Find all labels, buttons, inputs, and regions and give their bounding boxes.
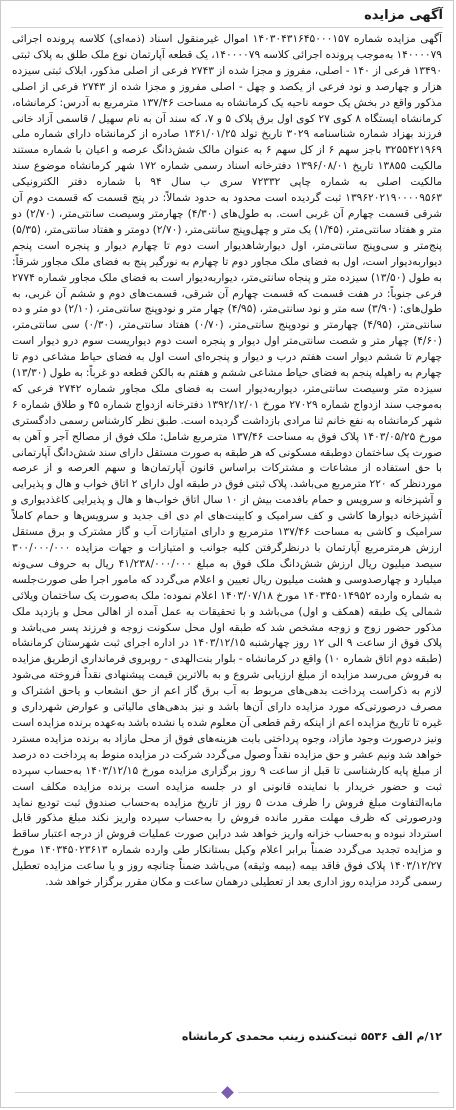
footer-rule-left — [15, 1092, 217, 1093]
notice-footer — [1, 1088, 453, 1097]
notice-signature: ۱۲/م الف ۵۵۳۶ ثبت‌کننده زینب محمدی کرمانشاه — [181, 1030, 442, 1043]
notice-body: آگهی مزایده شماره ۱۴۰۳۰۴۳۱۶۴۵۰۰۰۱۵۷ اموال غیرمنقول اسناد (ذمه‌ای) کلاسه پرونده اجرائی ۱۴۰۰۰۰۷۹ به‌موجب پرونده اجرائی کلاسه ۱۴۰۰۰۰۷۹، یک قطعه آپارتمان نوع ملک طلق به پلاک ثبتی ۱۳۴۹۰ فرعی از ۱۴۰ - اصلی، مفروز و مجزا شده از ۲۷۴۳ فرعی از اصلی مذکور، ابلاک ثبتی سیزده هزار و چهارصد و نود فرعی از یکصد و چهل - اصلی مفروز و مجزا شده از ۲۷۴۳ فرعی از اصلی مذکور واقع در بخش یک حومه ناحیه یک کرمانشاه به مساحت ۱۳۷/۴۶ مترمربع به آدرس: کرمانشاه، کرمانشاه ایستگاه ۸ کوی ۲۷ کوی اول برق پلاک ۵ و ۷، که سند آن به نام سهیل / قاسمی آزاد خانی فرزند بهزاد شماره شناسنامه ۳۰۲۹ تاریخ تولد ۱۳۶۱/۰۱/۲۵ صادره از کرمانشاه دارای شماره ملی ۳۲۵۵۴۲۱۹۶۹ باجز سهم ۶ از کل سهم ۶ به عنوان مالک شش‌دانگ عرصه و اعیان با شماره مستند مالکیت ۱۳۸۵۵ تاریخ ۱۳۹۶/۰۸/۰۱ دفترخانه اسناد رسمی شماره ۱۷۲ شهر کرمانشاه موضوع سند مالکیت اصلی به شماره چاپی ۷۲۳۳۲ سری ب سال ۹۴ با شماره دفتر الکترونیکی ۱۳۹۶۲۰۲۱۹۰۰۰۰۹۵۶۳ ثبت گردیده است محدود به حدود شمالاً: در پنج قسمت که قسمت دوم آن شرقی قسمت چهارم آن غربی است. به طول‌های (۴/۳۰) چهارمتر وسیصت سانتی‌متر، (۲/۷۰) دو متر و هفتاد سانتی‌متر، (۱/۴۵) یک متر و چهل‌وپنج سانتی‌متر، (۲/۷۰) دومتر و هفتاد سانتی‌متر، (۵/۳۵) پنج‌متر و سی‌وپنج سانتی‌متر، اول دیوارشاهدیوار است دوم تا چهارم دیوار و پنجره است پنجم دیواربه‌دیوار است، اول به فضای ملک مجاور دوم تا چهارم به نورگیر پنج به فضای ملک مجاور شرقاً: به طول (۱۳/۵۰) سیزده متر و پنجاه سانتی‌متر، دیواربه‌دیوار است به فضای ملک مجاور شماره ۲۷۷۴ فرعی جنوباً: در هفت قسمت که قسمت چهارم آن شرقی، قسمت‌های دوم و ششم آن غربی، به طول‌های: (۳/۹۰) سه متر و نود سانتی‌متر، (۴/۹۵) چهار متر و نودوپنج سانتی‌متر، (۲/۱۰) دو متر و ده سانتی‌متر، (۴/۹۵) چهارمتر و نودوپنج سانتی‌متر، (۰/۷۰) هفتاد سانتی‌متر، (۰/۳۰) سی سانتی‌متر، (۴/۶۰) چهار متر و شصت سانتی‌متر اول دیوار و پنجره است دوم دیواریست سوم درو دیوار است چهارم تا ششم دیوار است هفتم درب و دیوار و پنجره‌ای است اول به فضای حیاط مشاعی دوم تا چهارم به راهپله پنجم به فضای حیاط مشاعی ششم و هفتم به بالکن قطعه دو غرباً: به طول (۱۳/۳۰) سیزده متر وسیصت سانتی‌متر، دیواربه‌دیوار است به فضای ملک مجاور شماره ۲۷۴۲ فرعی که به‌موجب سند ازدواج شماره ۲۷۰۲۹ مورخ ۱۳۹۲/۱۲/۰۱ دفترخانه ازدواج شماره ۴۵ و طلاق شماره ۶ شهر کرمانشاه به نفع خانم ثنا مرادی بازداشت گردیده است. طبق نظر کارشناس رسمی دادگستری مورخ ۱۴۰۳/۰۵/۲۵ پلاک فوق به مساحت ۱۳۷/۴۶ مترمربع شامل: ملک فوق از مصالح آجر و آهن به صورت یک ساختمان دوطبقه مسکونی که هر طبقه به صورت مستقل دارای سند شش‌دانگ آپارتمانی با حق استفاده از مشاعات و مشترکات براساس قانون آپارتمان‌ها و سهم العرصه و از عرصه موردنظر که ۲۲۰ مترمربع می‌باشد. پلاک ثبتی فوق در طبقه اول دارای ۲ اتاق خواب و هال و پذیرایی و آشپزخانه و سرویس و حمام بافدمت بیش از ۱۰ سال اتاق خواب‌ها و هال و پذیرایی کاغذدیواری و آشپزخانه دیوارها کاشی و کف سرامیک و کابینت‌های ام دی اف جدید و سرویس‌ها و حمام کاملاً سرامیک و کاشی به مساحت ۱۳۷/۴۶ مترمربع و دارای امتیازات آب و گاز مشترک و برق مستقل ارزش هرمترمربع آپارتمان با درنظرگرفتن کلیه جوانب و امتیازات و جهات مزایده ۳۰۰/۰۰۰/۰۰۰ سیصد میلیون ریال ارزش شش‌دانگ ملک فوق به مبلغ ۴۱/۲۳۸/۰۰۰/۰۰۰ ریال به حروف سی‌ونه میلیارد و چهارصدوسی و هشت میلیون ریال تعیین و اعلام می‌گردد که مامور اجرا طی صورت‌جلسه به شماره وارده ۱۴۰۳۴۵۰۱۴۹۵۲ مورخ ۱۴۰۳/۰۷/۱۸ اعلام نموده: ملک به‌صورت یک ساختمان ویلائی شمالی یک طبقه (همکف و اول) می‌باشد و با تحقیقات به عمل آمده از اهالی محل و بازدید ملک مذکور حضور زوج و زوجه مشخص شد که طبقه اول محل سکونت زوجه و فرزند پسر می‌باشد و پلاک فوق از ساعت ۹ الی ۱۲ روز چهارشنبه ۱۴۰۳/۱۲/۱۵ در اداره اجرای ثبت شهرستان کرمانشاه (طبقه دوم اتاق شماره ۱۰) واقع در کرمانشاه - بلوار بنت‌الهدی - روبروی فرمانداری ازطریق مزایده به فروش می‌رسد مزایده از مبلغ ارزیابی شروع و به بالاترین قیمت پیشنهادی نقداً فروخته می‌شود لازم به ذکراست پرداخت بدهی‌های مربوط به آب برق گاز اعم از حق انشعاب و یاحق اشتراک و مصرف درصورتی‌که مورد مزایده دارای آن‌ها باشد و نیز بدهی‌های مالیاتی و عوارض شهرداری و غیره تا تاریخ مزایده اعم از اینکه رقم قطعی آن معلوم شده یا نشده باشد به‌عهده برنده مزایده است ونیز درصورت وجود مازاد، وجوه پرداختی بابت هزینه‌های فوق از محل مازاد به برنده مزایده مسترد خواهد شد ونیم عشر و حق مزایده نقداً وصول می‌گردد شرکت در مزایده منوط به پرداخت ده درصد از مبلغ پایه کارشناسی تا قبل از ساعت ۹ روز برگزاری مزایده مورخ ۱۴۰۳/۱۲/۱۵ به‌حساب سپرده ثبت و حضور خریدار با نماینده قانونی او در جلسه مزایده است برنده مزایده مکلف است مابه‌التفاوت مبلغ فروش را ظرف مدت ۵ روز از تاریخ مزایده به‌حساب صندوق ثبت تودیع نماید ودرصورتی که ظرف مهلت مقرر مانده فروش را به‌حساب سپرده واریز نکند مبلغ مذکور قابل استرداد نبوده و به‌حساب خزانه واریز خواهد شد دراین صورت عملیات فروش از درجه اعتبار ساقط و مزایده تجدید می‌گردد ضمناً برابر اعلام وکیل بستانکار طی وارده شماره ۱۴۰۳۴۵۰۲۳۶۱۳ مورخ ۱۴۰۳/۱۲/۲۷ پلاک فوق فاقد بیمه (بیمه وثیقه) می‌باشد ضمناً چنانچه روز و یا ساعت مزایده تعطیل رسمی گردد مزایده روز اداری بعد از تعطیلی درهمان ساعت و مکان مقرر برگزار خواهد شد. — [12, 33, 443, 889]
diamond-icon — [221, 1086, 234, 1099]
notice-title: آگهی مزایده — [364, 8, 443, 23]
title-divider — [11, 27, 443, 28]
notice-heading — [1, 1, 453, 27]
footer-rule-right — [238, 1092, 440, 1093]
